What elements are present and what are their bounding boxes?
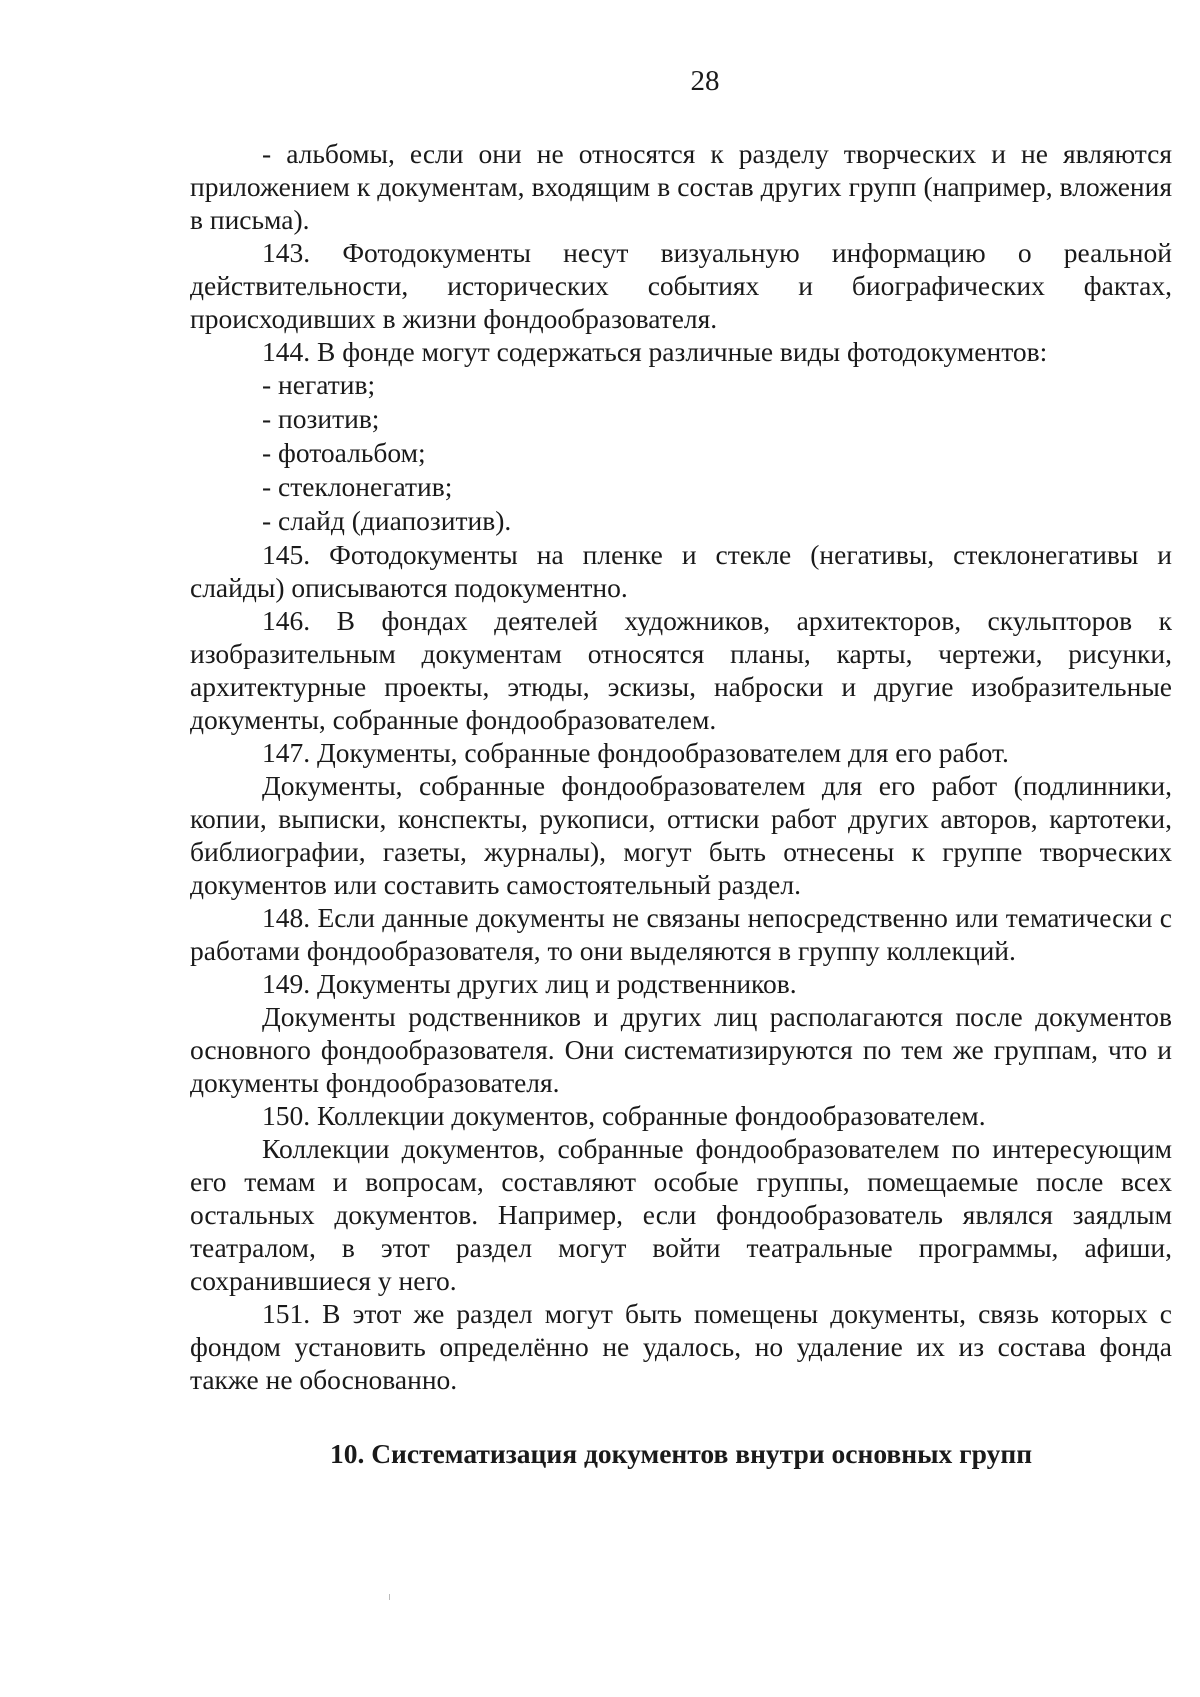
list-item-photo-album: - фотоальбом;	[262, 437, 426, 468]
page-number: 28	[690, 65, 720, 97]
paragraph-150-heading: 150. Коллекции документов, собранные фондообразователем.	[262, 1100, 986, 1131]
document-body	[190, 137, 1172, 1396]
paragraph-albums: - альбомы, если они не относятся к разделу творческих и не являются приложением к документам, входящим в состав других групп (например, вложения в письма).	[190, 138, 1172, 235]
paragraph-148: 148. Если данные документы не связаны непосредственно или тематически с работами фондообразователя, то они выделяются в группу коллекций.	[190, 902, 1172, 966]
paragraph-149-heading: 149. Документы других лиц и родственников.	[262, 968, 797, 999]
paragraph-147-body: Документы, собранные фондообразователем для его работ (подлинники, копии, выписки, конспекты, рукописи, оттиски работ других авторов, картотеки, библиографии, газеты, журналы), могут быть отнесены к группе творческих документов или составить самостоятельный раздел.	[190, 770, 1172, 900]
paragraph-150-body: Коллекции документов, собранные фондообразователем по интересующим его темам и вопросам, составляют особые группы, помещаемые после всех остальных документов. Например, если фондообразователь являлся заядлым театралом, в этот раздел могут войти театральные программы, афиши, сохранившиеся у него.	[190, 1133, 1172, 1296]
paragraph-146: 146. В фондах деятелей художников, архитекторов, скульпторов к изобразительным документам относятся планы, карты, чертежи, рисунки, архитектурные проекты, этюды, эскизы, наброски и другие изобразительные документы, собранные фондообразователем.	[190, 605, 1172, 735]
list-item-negative: - негатив;	[262, 369, 376, 400]
paragraph-151: 151. В этот же раздел могут быть помещены документы, связь которых с фондом установить определённо не удалось, но удаление их из состава фонда также не обоснованно.	[190, 1298, 1172, 1395]
paragraph-145: 145. Фотодокументы на пленке и стекле (негативы, стеклонегативы и слайды) описываются подокументно.	[190, 539, 1172, 603]
paragraph-149-body: Документы родственников и других лиц располагаются после документов основного фондообразователя. Они систематизируются по тем же группам, что и документы фондообразователя.	[190, 1001, 1172, 1098]
scan-speck	[389, 1594, 390, 1600]
paragraph-147-heading: 147. Документы, собранные фондообразователем для его работ.	[262, 737, 1009, 768]
paragraph-143: 143. Фотодокументы несут визуальную информацию о реальной действительности, исторических событиях и биографических фактах, происходивших в жизни фондообразователя.	[190, 237, 1172, 334]
list-item-glass-negative: - стеклонегатив;	[262, 471, 453, 502]
list-item-positive: - позитив;	[262, 403, 380, 434]
section-heading: 10. Систематизация документов внутри основных групп	[329, 1438, 1033, 1469]
paragraph-144: 144. В фонде могут содержаться различные виды фотодокументов:	[262, 336, 1048, 367]
list-item-slide: - слайд (диапозитив).	[262, 505, 512, 536]
